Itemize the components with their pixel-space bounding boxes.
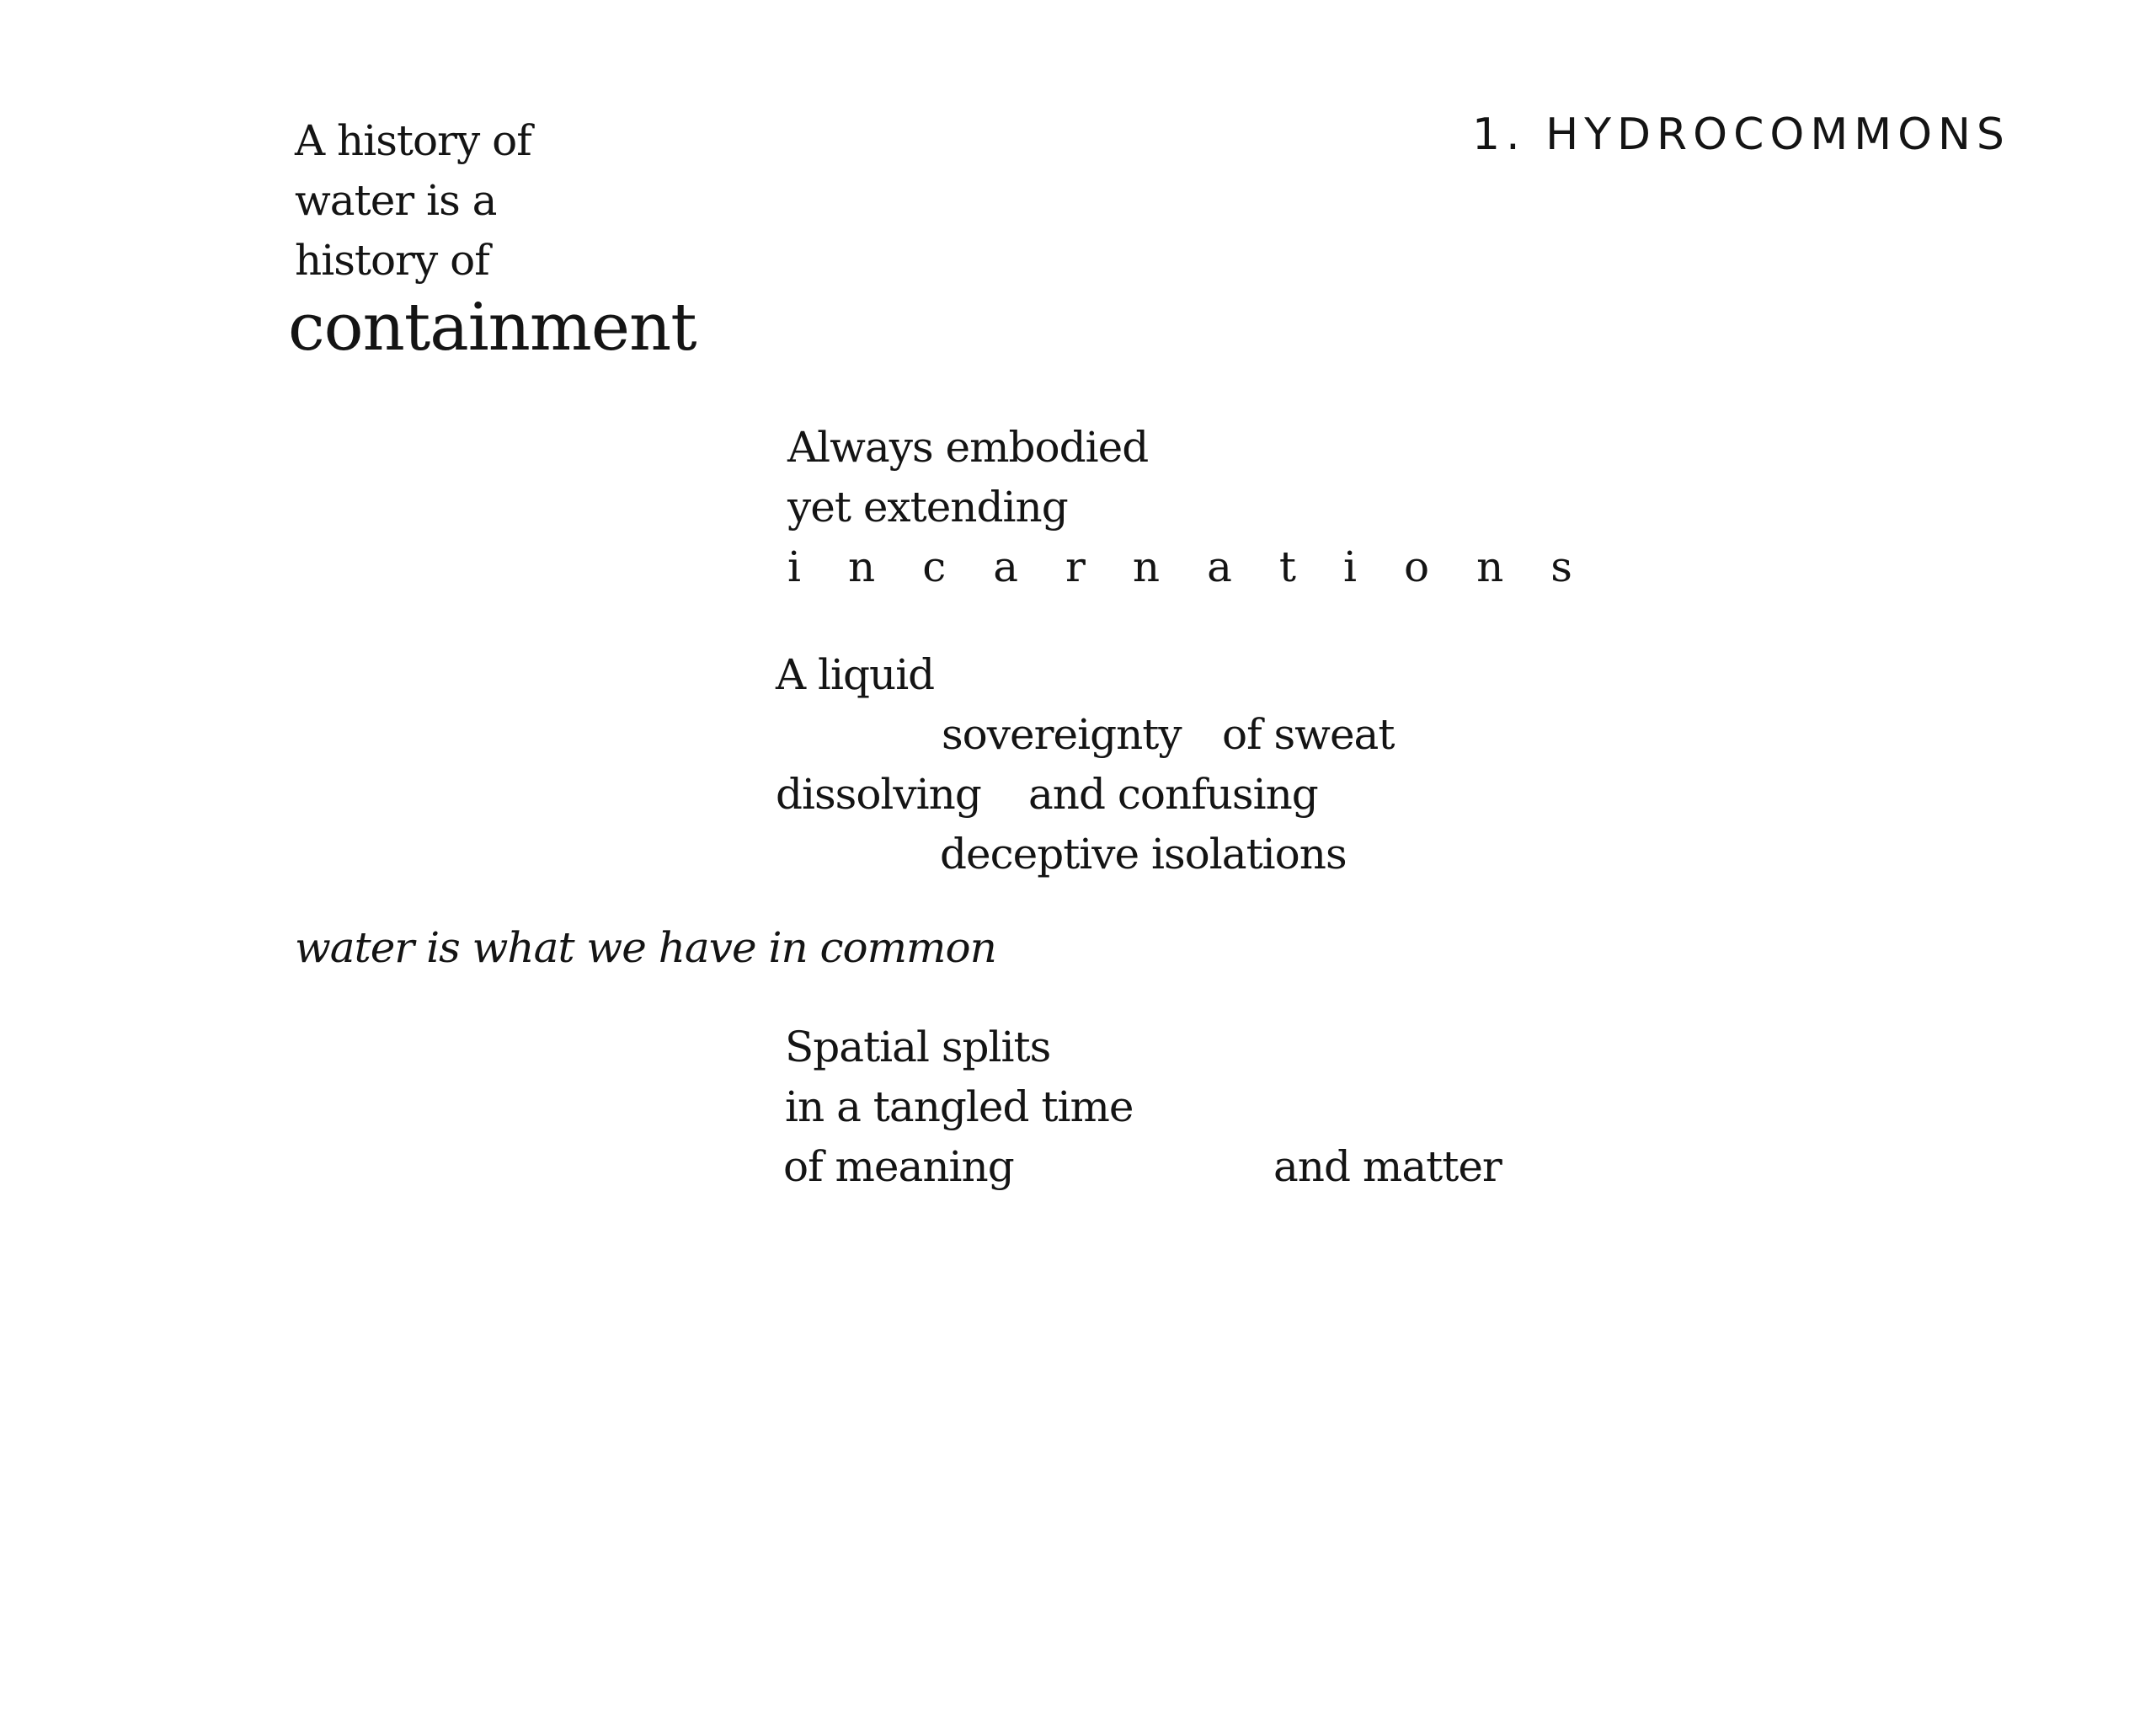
poem-line: and matter — [1273, 1142, 1502, 1191]
poem-line: A liquid — [776, 650, 935, 699]
poem-line: of meaning — [783, 1142, 1014, 1191]
poem-line: sovereignty — [942, 710, 1182, 759]
poem-line: yet extending — [787, 483, 1068, 531]
poem-line: A history of — [295, 116, 531, 165]
poem-line: of sweat — [1222, 710, 1395, 759]
poem-line: Spatial splits — [785, 1023, 1051, 1071]
poem-line: deceptive isolations — [940, 830, 1347, 879]
poem-line: water is a — [295, 176, 497, 225]
poem-line: and confusing — [1028, 770, 1318, 819]
poem-line: dissolving — [776, 770, 981, 819]
section-heading: 1. HYDROCOMMONS — [1472, 110, 2010, 160]
poem-line: history of — [295, 236, 489, 285]
poem-line: in a tangled time — [785, 1082, 1134, 1131]
poem-line-spaced: incarnations — [787, 542, 1620, 591]
refrain-line: water is what we have in common — [295, 923, 996, 972]
poem-line-emphasis: containment — [288, 290, 696, 366]
poem-line: Always embodied — [787, 423, 1149, 472]
